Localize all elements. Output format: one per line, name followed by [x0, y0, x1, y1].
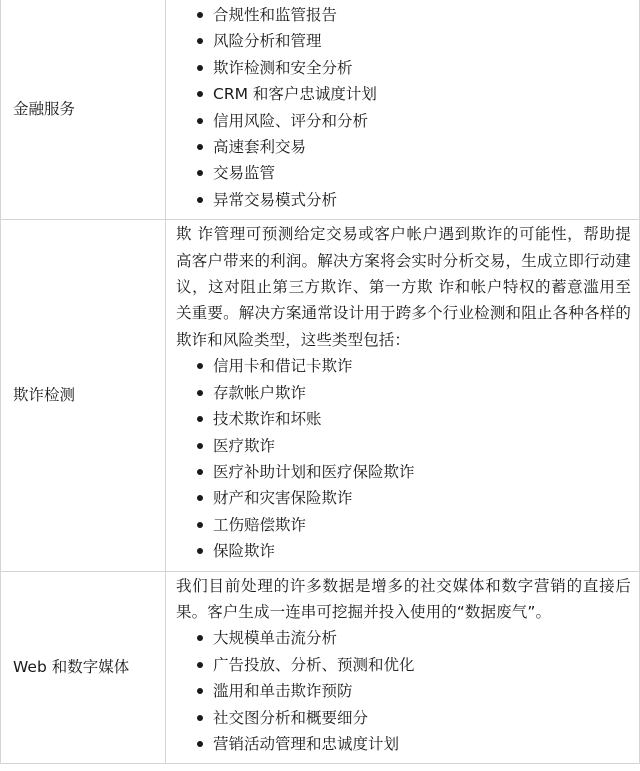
- list-item: 医疗欺诈: [197, 433, 631, 459]
- bullet-icon: [197, 662, 203, 668]
- bullet-icon: [197, 741, 203, 747]
- list-item: 欺诈检测和安全分析: [197, 55, 631, 81]
- list-item: 大规模单击流分析: [197, 625, 631, 651]
- row-paragraph: 欺 诈管理可预测给定交易或客户帐户遇到欺诈的可能性，帮助提高客户带来的利润。解决方案将会实时分析交易，生成立即行动建议，这对阻止第三方欺诈、第一方欺 诈和帐户特权的蓄意滥用至关重要。解决方案通常设计用于跨多个行业检测和阻止各种各样的欺诈和风险类型，这些类型包括：: [176, 225, 631, 349]
- list-item: 广告投放、分析、预测和优化: [197, 652, 631, 678]
- bullet-icon: [197, 688, 203, 694]
- bullet-icon: [197, 38, 203, 44]
- bullet-icon: [197, 91, 203, 97]
- table-row-web-digital-media: [1, 571, 640, 764]
- list-item: 技术欺诈和坏账: [197, 406, 631, 432]
- list-item: 营销活动管理和忠诚度计划: [197, 731, 631, 757]
- list-item: 风险分析和管理: [197, 28, 631, 54]
- bullet-list: [176, 625, 631, 757]
- bullet-icon: [197, 363, 203, 369]
- list-item: 滥用和单击欺诈预防: [197, 678, 631, 704]
- row-paragraph: 我们目前处理的许多数据是增多的社交媒体和数字营销的直接后果。客户生成一连串可挖掘并投入使用的“数据废气”。: [176, 576, 631, 621]
- row-content-fraud-detection: [166, 220, 640, 571]
- list-item: 医疗补助计划和医疗保险欺诈: [197, 459, 631, 485]
- bullet-icon: [197, 197, 203, 203]
- bullet-icon: [197, 495, 203, 501]
- bullet-icon: [197, 390, 203, 396]
- bullet-icon: [197, 635, 203, 641]
- row-content-web-digital-media: [166, 571, 640, 764]
- row-label-web-digital-media: Web 和数字媒体: [1, 571, 166, 764]
- bullet-icon: [197, 65, 203, 71]
- table-row-financial-services: [1, 0, 640, 220]
- bullet-icon: [197, 170, 203, 176]
- list-item: 信用卡和借记卡欺诈: [197, 353, 631, 379]
- bullet-icon: [197, 416, 203, 422]
- list-item: 交易监管: [197, 160, 631, 186]
- bullet-icon: [197, 548, 203, 554]
- list-item: 保险欺诈: [197, 538, 631, 564]
- bullet-icon: [197, 144, 203, 150]
- bullet-list: [176, 2, 631, 213]
- list-item: 社交图分析和概要细分: [197, 705, 631, 731]
- list-item: 高速套利交易: [197, 134, 631, 160]
- bullet-icon: [197, 118, 203, 124]
- table-row-fraud-detection: [1, 220, 640, 571]
- row-content-financial-services: [166, 0, 640, 220]
- bullet-icon: [197, 12, 203, 18]
- list-item: 工伤赔偿欺诈: [197, 512, 631, 538]
- list-item: CRM 和客户忠诚度计划: [197, 81, 631, 107]
- bullet-icon: [197, 469, 203, 475]
- list-item: 信用风险、评分和分析: [197, 108, 631, 134]
- bullet-icon: [197, 522, 203, 528]
- row-label-financial-services: 金融服务: [1, 0, 166, 220]
- list-item: 财产和灾害保险欺诈: [197, 485, 631, 511]
- bullet-icon: [197, 443, 203, 449]
- list-item: 存款帐户欺诈: [197, 380, 631, 406]
- list-item: 合规性和监管报告: [197, 2, 631, 28]
- bullet-icon: [197, 715, 203, 721]
- list-item: 异常交易模式分析: [197, 187, 631, 213]
- bullet-list: [176, 353, 631, 564]
- row-label-fraud-detection: 欺诈检测: [1, 220, 166, 571]
